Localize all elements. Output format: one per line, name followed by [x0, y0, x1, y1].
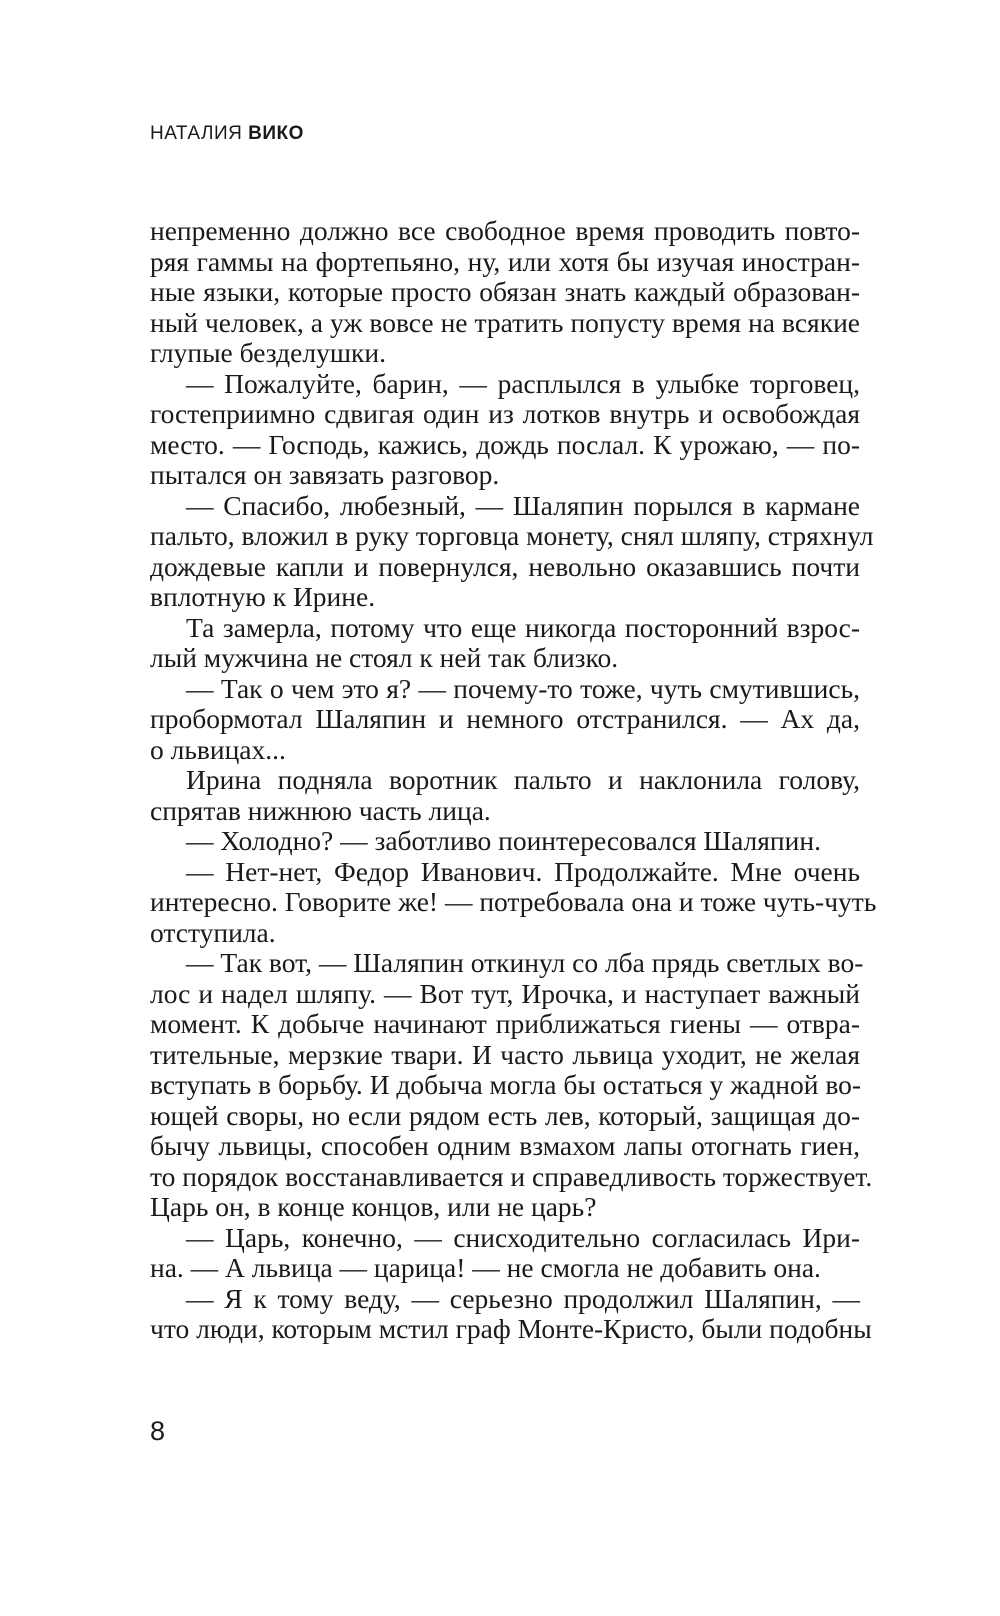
text-line: момент. К добыче начинают приближаться гиены — отвра- — [150, 1008, 860, 1039]
text-line: ные языки, которые просто обязан знать каждый образован- — [150, 276, 860, 307]
text-line: вступать в борьбу. И добыча могла бы остаться у жадной во- — [150, 1069, 862, 1100]
text-line: — Я к тому веду, — серьезно продолжил Шаляпин, — — [186, 1282, 860, 1314]
page-number: 8 — [150, 1416, 166, 1446]
text-line: ющей своры, но если рядом есть лев, который, защищая до- — [150, 1099, 860, 1131]
text-line: — Нет-нет, Федор Иванович. Продолжайте. Мне очень — [186, 855, 860, 887]
text-line: — Пожалуйте, барин, — расплылся в улыбке торговец, — [186, 367, 860, 399]
text-line: лос и надел шляпу. — Вот тут, Ирочка, и наступает важный — [150, 977, 860, 1009]
text-line: пытался он завязать разговор. — [150, 459, 500, 490]
text-line: тительные, мерзкие твари. И часто львица уходит, не желая — [150, 1038, 860, 1070]
text-line: пробормотал Шаляпин и немного отстранился. — Ах да, — [150, 703, 860, 734]
text-line: что люди, которым мстил граф Монте-Кристо, были подобны — [150, 1313, 872, 1344]
text-line: лый мужчина не стоял к ней так близко. — [150, 642, 619, 673]
text-line: — Царь, конечно, — снисходительно согласилась Ири- — [186, 1221, 860, 1253]
text-line: ряя гаммы на фортепьяно, ну, или хотя бы изучая иностран- — [150, 245, 860, 277]
text-line: место. — Господь, кажись, дождь послал. К урожаю, — по- — [150, 428, 860, 460]
text-line: о львицах... — [150, 733, 286, 765]
text-line: — Спасибо, любезный, — Шаляпин порылся в кармане — [186, 489, 860, 521]
text-line: гостеприимно сдвигая один из лотков внутрь и освобождая — [150, 398, 860, 429]
text-line: то порядок восстанавливается и справедливость торжествует. — [150, 1160, 873, 1192]
text-line: спрятав нижнюю часть лица. — [150, 794, 491, 826]
text-line: непременно должно все свободное время проводить повто- — [150, 215, 860, 246]
text-line: ный человек, а уж вовсе не тратить попусту время на всякие — [150, 306, 860, 338]
text-line: дождевые капли и повернулся, невольно оказавшись почти — [150, 550, 860, 582]
text-line: Ирина подняла воротник пальто и наклонила голову, — [186, 764, 860, 795]
text-line: — Холодно? — заботливо поинтересовался Шаляпин. — [186, 825, 821, 856]
author-last-name: ВИКО — [248, 123, 304, 144]
text-line: вплотную к Ирине. — [150, 581, 376, 612]
text-line: на. — А львица — царица! — не смогла не добавить она. — [150, 1252, 821, 1283]
text-line: — Так вот, — Шаляпин откинул со лба прядь светлых во- — [186, 947, 864, 978]
text-line: бычу львицы, способен одним взмахом лапы отогнать гиен, — [150, 1130, 860, 1161]
text-line: отступила. — [150, 916, 276, 948]
running-head — [150, 123, 304, 145]
text-line: — Так о чем это я? — почему-то тоже, чуть смутившись, — [186, 672, 860, 704]
text-line: Та замерла, потому что еще никогда посторонний взрос- — [186, 611, 860, 643]
author-first-name: НАТАЛИЯ — [150, 123, 243, 144]
text-line: интересно. Говорите же! — потребовала она и тоже чуть-чуть — [150, 886, 877, 917]
text-line: Царь он, в конце концов, или не царь? — [150, 1191, 597, 1222]
text-line: пальто, вложил в руку торговца монету, снял шляпу, стряхнул — [150, 520, 874, 551]
body-text — [150, 215, 877, 1345]
text-line: глупые безделушки. — [150, 337, 386, 368]
